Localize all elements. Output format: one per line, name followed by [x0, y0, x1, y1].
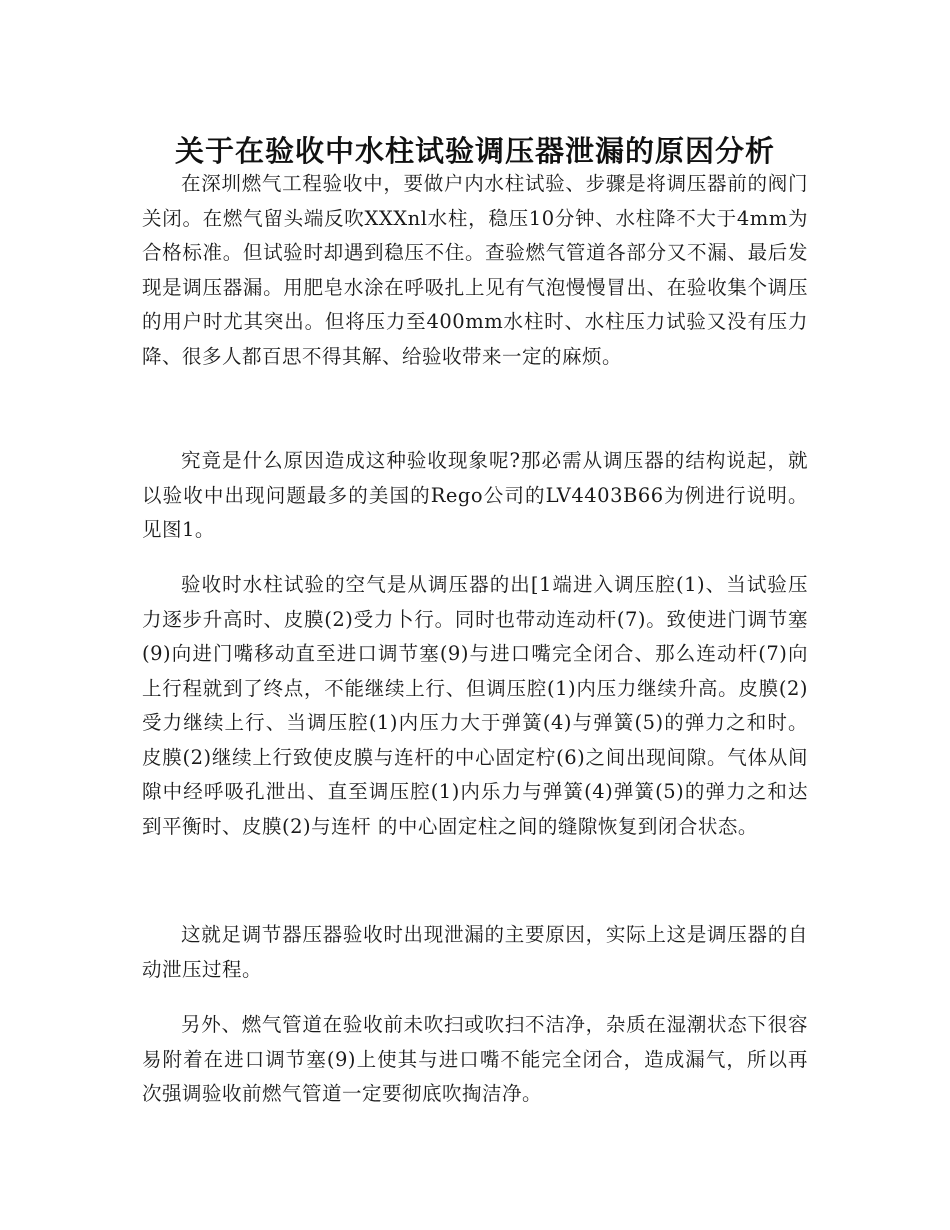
paragraph-1: 在深圳燃气工程验收中，要做户内水柱试验、步骤是将调压器前的阀门关闭。在燃气留头端反吹XXXnl水柱，稳压10分钟、水柱降不大于4mm为合格标准。但试验时却遇到稳压不住。查验燃气管道各部分又不漏、最后发现是调压器漏。用肥皂水涂在呼吸扎上见有气泡慢慢冒出、在验收集个调压的用户时尤其突出。但将压力至400mm水柱时、水柱压力试验又没有压力降、很多人都百思不得其解、给验收带来一定的麻烦。 [142, 172, 808, 368]
paragraph-5: 另外、燃气管道在验收前未吹扫或吹扫不洁净，杂质在湿潮状态下很容易附着在进口调节塞(9)上使其与进口嘴不能完全闭合，造成漏气，所以再次强调验收前燃气管道一定要彻底吹掏洁净。 [142, 1013, 808, 1105]
paragraph-4: 这就足调节器压器验收时出现泄漏的主要原因，实际上这是调压器的自动泄压过程。 [142, 923, 808, 981]
paragraph-2: 究竟是什么原因造成这种验收现象呢?那必需从调压器的结构说起，就以验收中出现问题最多的美国的Rego公司的LV4403B66为例进行说明。 见图1。 [142, 449, 808, 541]
paragraph-3: 验收时水柱试验的空气是从调压器的出[1端进入调压腔(1)、当试验压力逐步升高时、皮膜(2)受力卜行。同时也带动连动杆(7)。致使进门调节塞(9)向进门嘴移动直至进口调节塞(9)与进口嘴完全闭合、那么连动杆(7)向上行程就到了终点，不能继续上行、但调压腔(1)内压力继续升高。皮膜(2)受力继续上行、当调压腔(1)内压力大于弹簧(4)与弹簧(5)的弹力之和时。皮膜(2)继续上行致使皮膜与连杆的中心固定柠(6)之间出现间隙。气体从间隙中经呼吸孔泄出、直至调压腔(1)内乐力与弹簧(4)弹簧(5)的弹力之和达到平衡时、皮膜(2)与连杆 的中心固定柱之间的缝隙恢复到闭合状态。 [142, 573, 808, 838]
document-title: 关于在验收中水柱试验调压器泄漏的原因分析 [174, 134, 775, 169]
